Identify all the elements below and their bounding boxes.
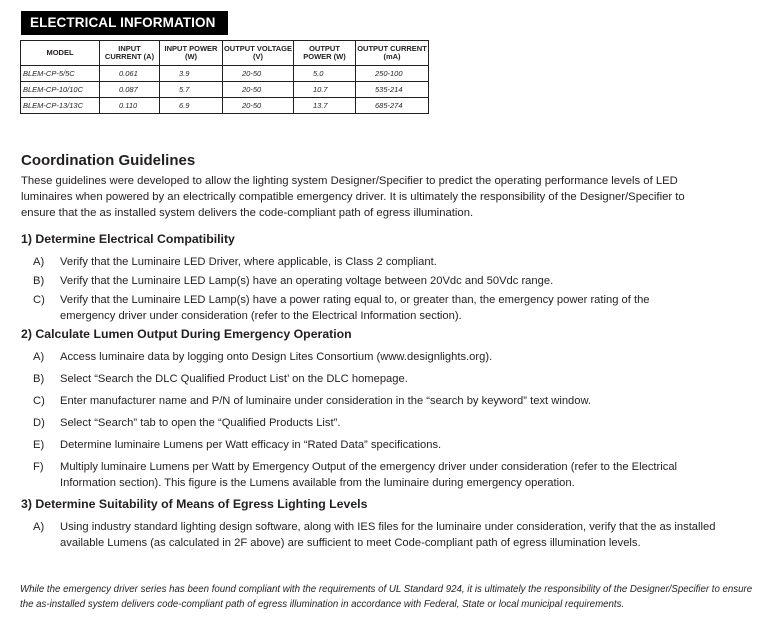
column-header: MODEL <box>21 41 100 66</box>
column-header: INPUT POWER (W) <box>160 41 223 66</box>
item-text: Access luminaire data by logging onto Design Lites Consortium (www.designlights.org). <box>60 351 493 363</box>
item-text: Verify that the Luminaire LED Lamp(s) have an operating voltage between 20Vdc and 50Vdc range. <box>60 275 554 287</box>
table-cell: 5.0 <box>294 66 356 82</box>
item-letter: D) <box>33 417 45 429</box>
section-3-heading: 3) Determine Suitability of Means of Egress Lighting Levels <box>21 497 368 511</box>
item-text: Select “Search the DLC Qualified Product List’ on the DLC homepage. <box>60 373 408 385</box>
coordination-heading: Coordination Guidelines <box>21 152 196 169</box>
list-item <box>33 393 723 409</box>
table-cell: 0.087 <box>100 82 160 98</box>
list-item <box>33 415 723 431</box>
list-item <box>33 437 723 453</box>
table-header-row <box>21 41 429 66</box>
list-item <box>33 292 658 324</box>
table-row <box>21 98 429 114</box>
coordination-intro: These guidelines were developed to allow the lighting system Designer/Specifier to predict the operating performance levels of LED luminaires when powered by an electrically compatible emergency driver. It is ultimately the responsibility of the Designer/Specifier to ensure that the as installed system delivers the code-compliant path of egress illumination. <box>21 175 685 219</box>
table-cell: 0.061 <box>100 66 160 82</box>
table-cell: 20-50 <box>223 82 294 98</box>
table-cell: BLEM-CP-5/5C <box>21 66 100 82</box>
list-item <box>33 273 723 289</box>
table-cell: 0.110 <box>100 98 160 114</box>
item-letter: A) <box>33 256 45 268</box>
item-text: Multiply luminaire Lumens per Watt by Emergency Output of the emergency driver under consideration (refer to the Electrical Information section). This figure is the Lumens available from the luminaire during emergency operation. <box>60 461 678 489</box>
column-header: OUTPUT CURRENT (mA) <box>356 41 429 66</box>
column-header: OUTPUT POWER (W) <box>294 41 356 66</box>
item-text: Enter manufacturer name and P/N of luminaire under consideration in the “search by keyword” text window. <box>60 395 592 407</box>
table-cell: 3.9 <box>160 66 223 82</box>
item-letter: A) <box>33 521 45 533</box>
table-cell: BLEM-CP-10/10C <box>21 82 100 98</box>
list-item <box>33 254 723 270</box>
table-cell: BLEM-CP-13/13C <box>21 98 100 114</box>
item-letter: E) <box>33 439 45 451</box>
table-cell: 10.7 <box>294 82 356 98</box>
item-letter: C) <box>33 395 45 407</box>
table-cell: 13.7 <box>294 98 356 114</box>
table-row <box>21 82 429 98</box>
item-text: Verify that the Luminaire LED Lamp(s) have a power rating equal to, or greater than, the emergency power rating of the emergency driver under consideration (refer to the Electrical Information section). <box>60 294 650 322</box>
table-cell: 250-100 <box>356 66 429 82</box>
disclaimer-footer: While the emergency driver series has been found compliant with the requirements of UL Standard 924, it is ultimately the responsibility of the Designer/Specifier to ensure the as-installed system delivers code-compliant path of egress illumination in accordance with Federal, State or local municipal requirements. <box>20 584 753 610</box>
table-cell: 685-274 <box>356 98 429 114</box>
item-letter: B) <box>33 275 45 287</box>
item-letter: A) <box>33 351 45 363</box>
list-item <box>33 371 723 387</box>
column-header: INPUT CURRENT (A) <box>100 41 160 66</box>
list-item <box>33 349 723 365</box>
table-cell: 20-50 <box>223 98 294 114</box>
item-text: Using industry standard lighting design software, along with IES files for the luminaire under consideration, verify that the as installed available Lumens (as calculated in 2F above) are sufficient to meet Code-compliant path of egress illumination levels. <box>60 521 716 549</box>
item-text: Select “Search” tab to open the “Qualified Products List”. <box>60 417 341 429</box>
table-row <box>21 66 429 82</box>
item-letter: C) <box>33 294 45 306</box>
section-1-heading: 1) Determine Electrical Compatibility <box>21 232 235 246</box>
item-letter: B) <box>33 373 45 385</box>
item-text: Verify that the Luminaire LED Driver, where applicable, is Class 2 compliant. <box>60 256 437 268</box>
section-2-heading: 2) Calculate Lumen Output During Emergency Operation <box>21 327 352 341</box>
list-item <box>33 459 693 491</box>
list-item <box>33 519 723 551</box>
electrical-table <box>20 40 429 114</box>
table-cell: 535-214 <box>356 82 429 98</box>
table-cell: 5.7 <box>160 82 223 98</box>
table-cell: 20-50 <box>223 66 294 82</box>
item-letter: F) <box>33 461 44 473</box>
section-banner: ELECTRICAL INFORMATION <box>21 11 228 35</box>
item-text: Determine luminaire Lumens per Watt efficacy in “Rated Data” specifications. <box>60 439 442 451</box>
column-header: OUTPUT VOLTAGE (V) <box>223 41 294 66</box>
table-cell: 6.9 <box>160 98 223 114</box>
